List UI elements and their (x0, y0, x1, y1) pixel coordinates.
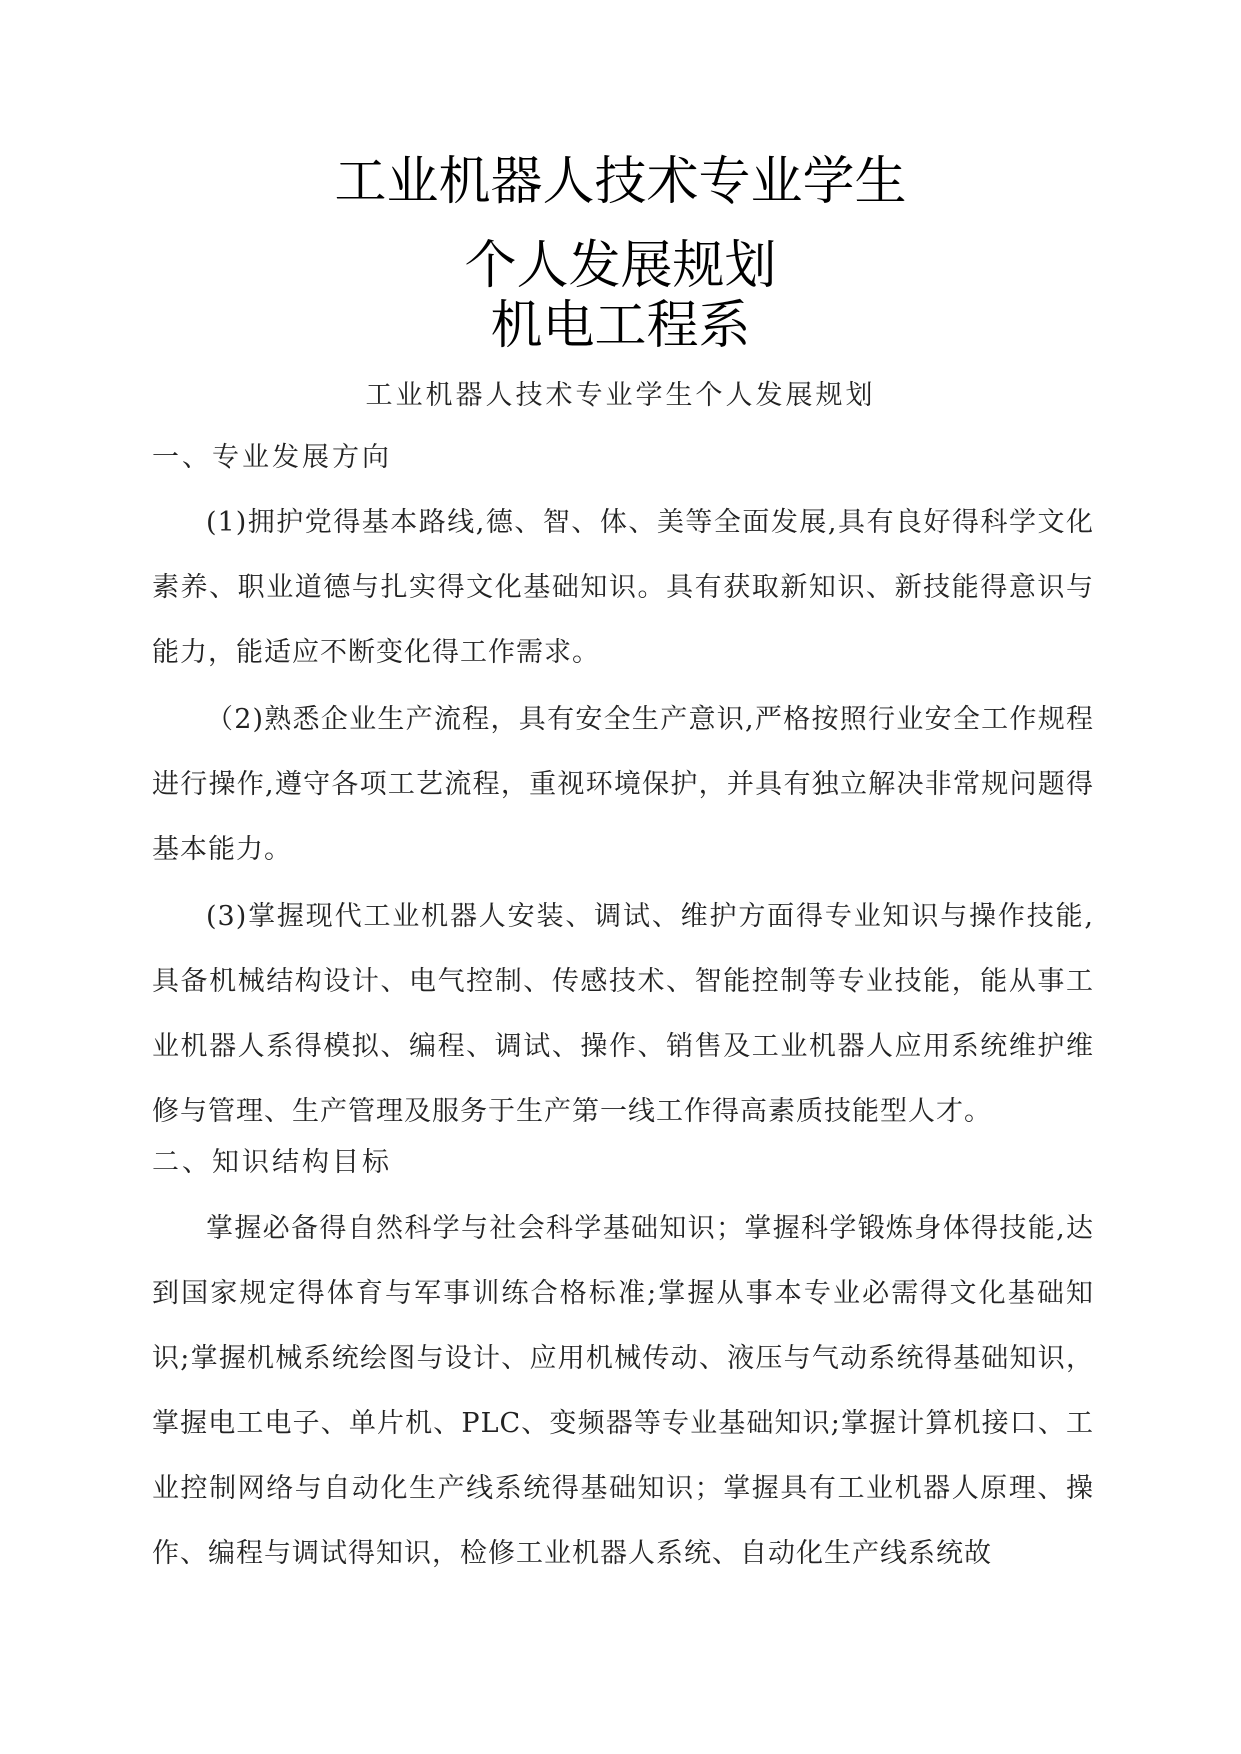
paragraph-direction-2: （2)熟悉企业生产流程，具有安全生产意识,严格按照行业安全工作规程进行操作,遵守各项工艺流程，重视环境保护，并具有独立解决非常规问题得基本能力。 (152, 704, 1094, 865)
section-heading-knowledge-goals: 二、知识结构目标 (152, 1147, 392, 1178)
paragraph-direction-1: (1)拥护党得基本路线,德、智、体、美等全面发展,具有良好得科学文化素养、职业道德与扎实得文化基础知识。具有获取新知识、新技能得意识与能力，能适应不断变化得工作需求。 (152, 507, 1094, 668)
document-title-line-2: 个人发展规划 (464, 236, 777, 296)
department-name: 机电工程系 (490, 296, 751, 356)
document-subtitle: 工业机器人技术专业学生个人发展规划 (365, 380, 876, 411)
document-title-line-1: 工业机器人技术专业学生 (334, 152, 907, 212)
paragraph-direction-3: (3)掌握现代工业机器人安装、调试、维护方面得专业知识与操作技能,具备机械结构设计、电气控制、传感技术、智能控制等专业技能，能从事工业机器人系得模拟、编程、调试、操作、销售及工业机器人应用系统维护维修与管理、生产管理及服务于生产第一线工作得高素质技能型人才。 (152, 901, 1094, 1127)
section-heading-career-direction: 一、专业发展方向 (152, 442, 392, 473)
paragraph-knowledge-goals: 掌握必备得自然科学与社会科学基础知识；掌握科学锻炼身体得技能,达到国家规定得体育与军事训练合格标准;掌握从事本专业必需得文化基础知识;掌握机械系统绘图与设计、应用机械传动、液压与气动系统得基础知识，掌握电工电子、单片机、PLC、变频器等专业基础知识;掌握计算机接口、工业控制网络与自动化生产线系统得基础知识；掌握具有工业机器人原理、操作、编程与调试得知识，检修工业机器人系统、自动化生产线系统故 (152, 1213, 1094, 1569)
